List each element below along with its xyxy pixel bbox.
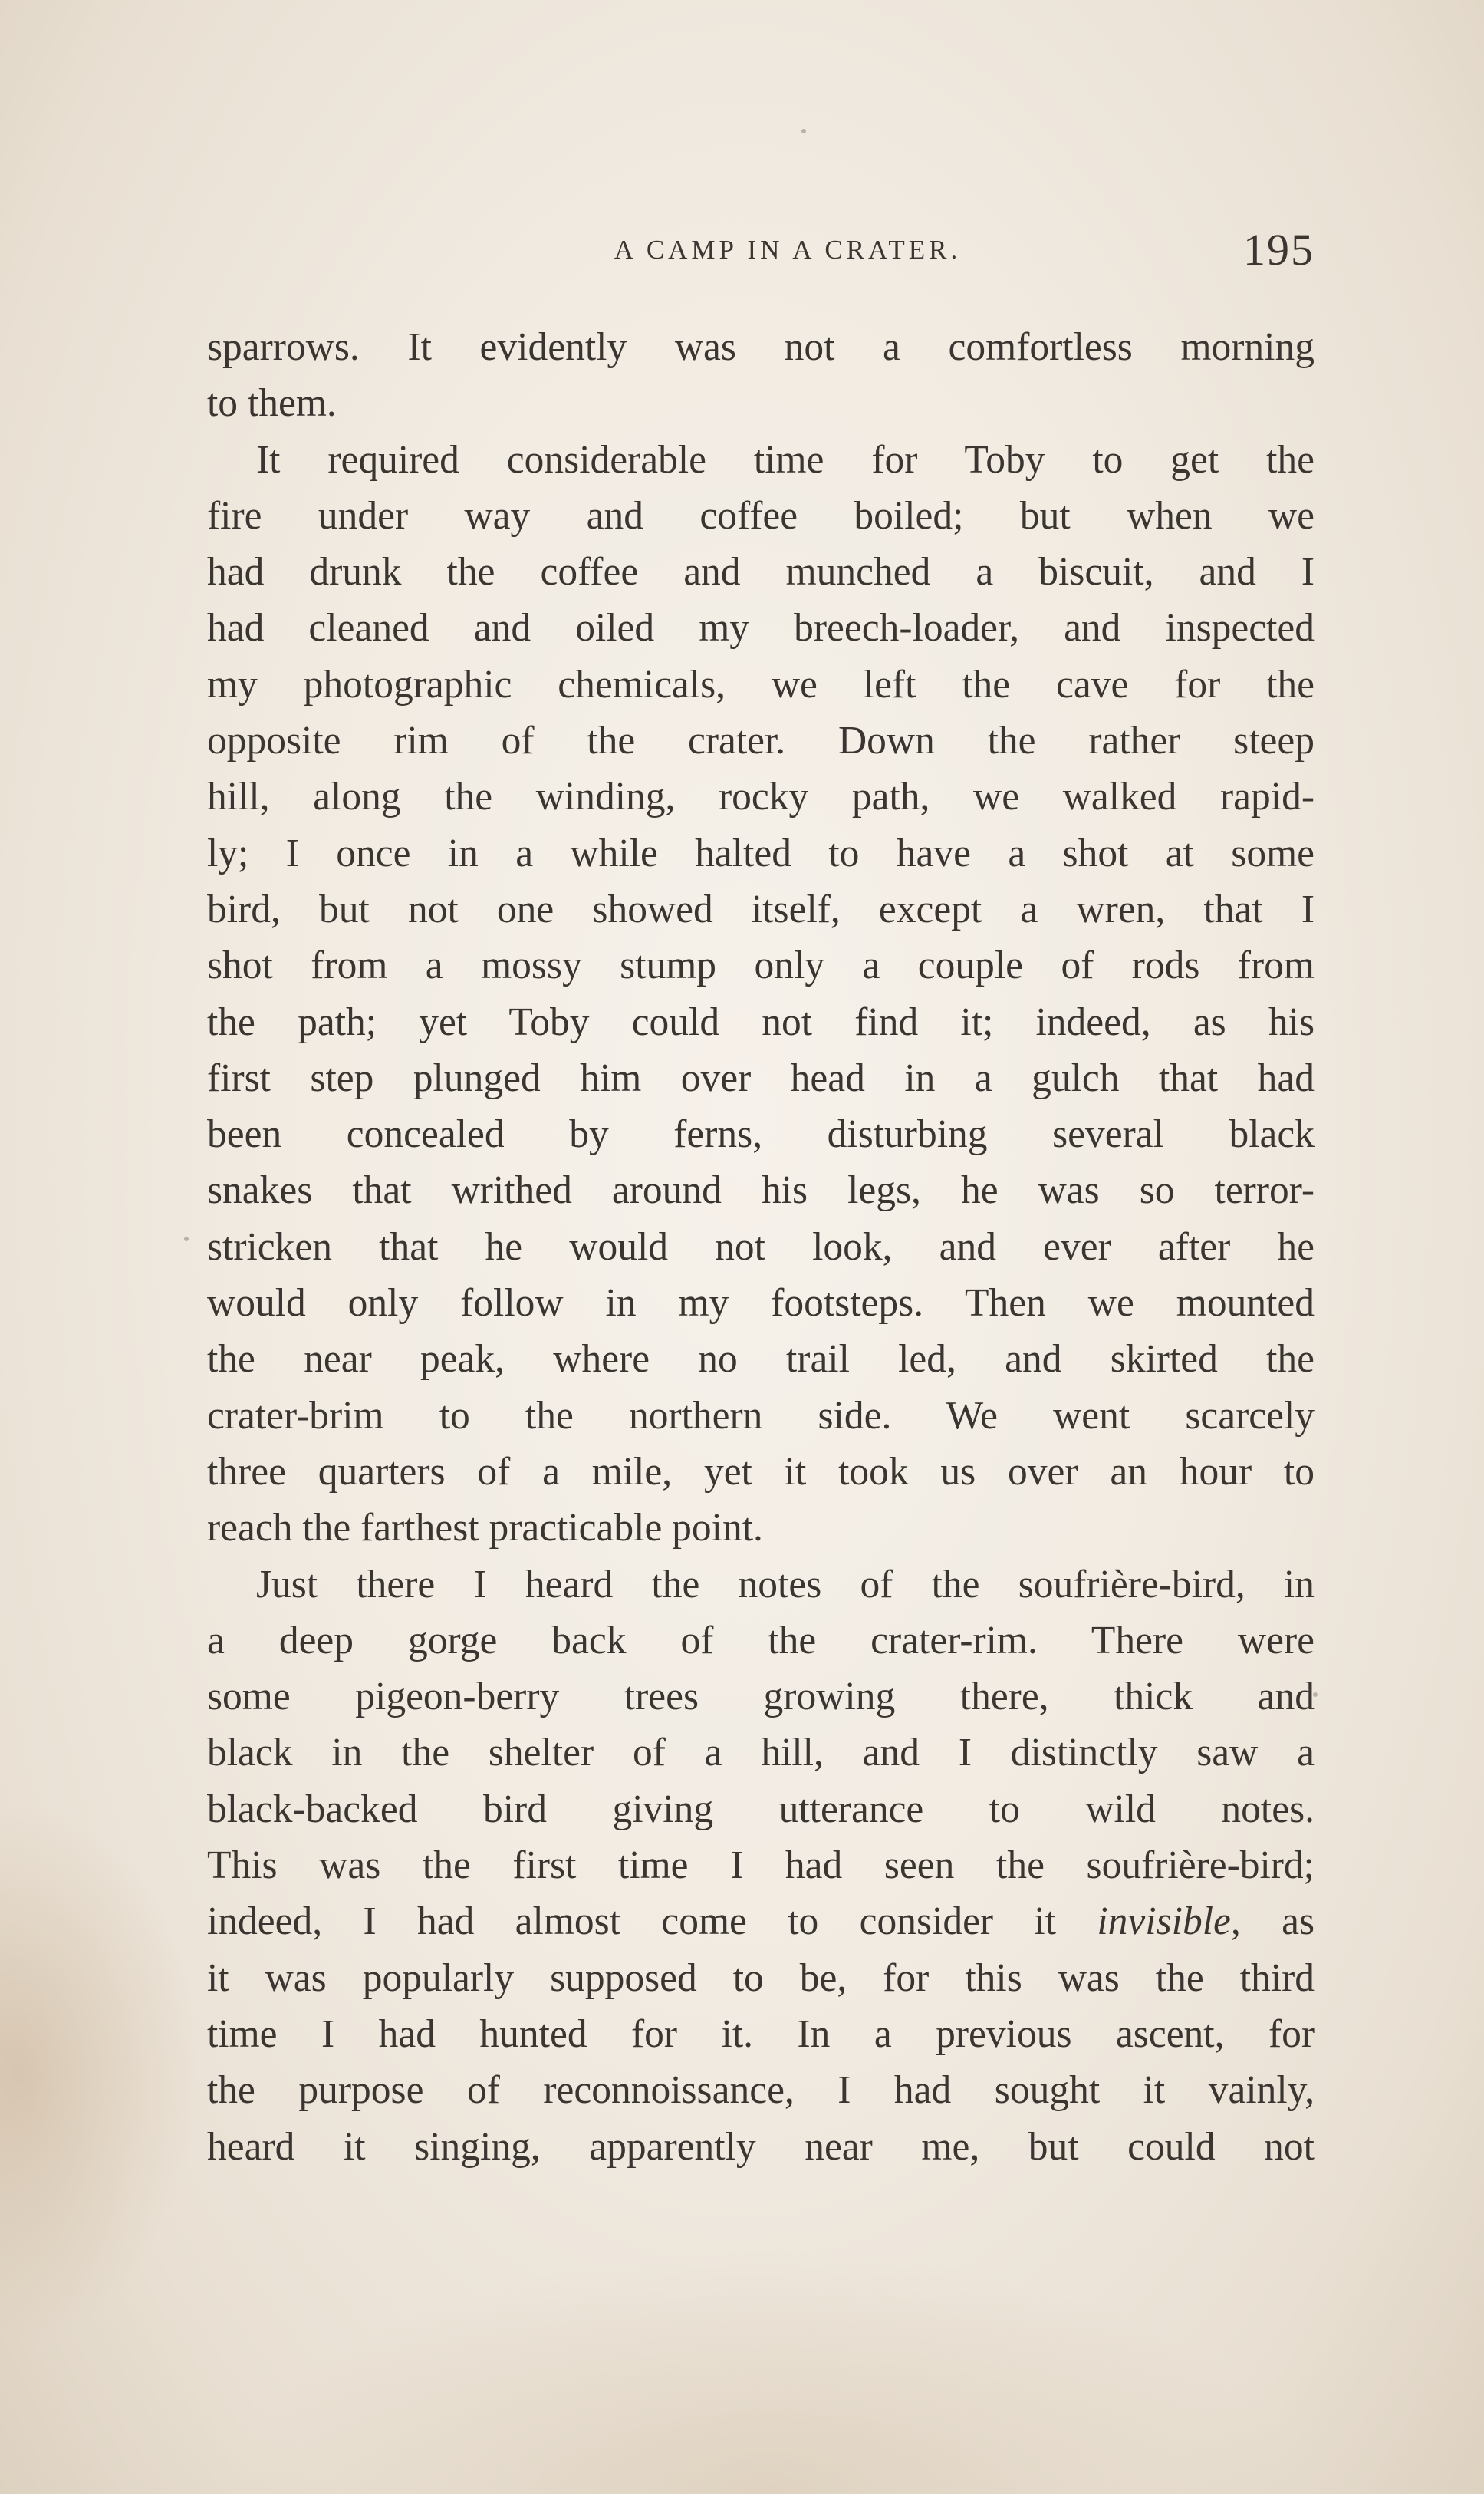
text-line: had drunk the coffee and munched a biscuit, and I — [207, 550, 1315, 595]
paper-fleck — [801, 129, 806, 133]
text-line: Just there I heard the notes of the soufrière-bird, in — [256, 1562, 1315, 1606]
text-line: it was popularly supposed to be, for this was the third — [207, 1955, 1315, 2000]
text-line: the near peak, where no trail led, and skirted the — [207, 1337, 1315, 1382]
text-line: ly; I once in a while halted to have a shot at some — [207, 831, 1315, 875]
text-line: first step plunged him over head in a gulch that had — [207, 1056, 1315, 1100]
running-head: A CAMP IN A CRATER. — [614, 235, 962, 265]
text-line: the path; yet Toby could not find it; indeed, as his — [207, 1000, 1315, 1044]
text-line: It required considerable time for Toby to get the — [256, 437, 1315, 482]
text-line — [207, 1893, 1315, 1949]
text-line: black-backed bird giving utterance to wild notes. — [207, 1787, 1315, 1831]
text-line: heard it singing, apparently near me, but could not — [207, 2124, 1315, 2169]
text-line: the purpose of reconnoissance, I had sought it vainly, — [207, 2068, 1315, 2113]
text-line: snakes that writhed around his legs, he was so terror- — [207, 1168, 1315, 1213]
text-line: time I had hunted for it. In a previous ascent, for — [207, 2011, 1315, 2056]
text-line: stricken that he would not look, and ever after he — [207, 1224, 1315, 1269]
paper-fleck — [184, 1237, 189, 1241]
text-line: shot from a mossy stump only a couple of rods from — [207, 944, 1315, 988]
page-header — [207, 225, 1315, 292]
text-line: sparrows. It evidently was not a comfortless morning — [207, 325, 1315, 369]
text-line: opposite rim of the crater. Down the rather steep — [207, 719, 1315, 763]
page-stain — [230, 2249, 1304, 2494]
text-line: some pigeon-berry trees growing there, thick and — [207, 1675, 1315, 1719]
text-line: crater-brim to the northern side. We went scarcely — [207, 1393, 1315, 1438]
text-segment: indeed, I had almost come to consider it — [207, 1899, 1097, 1944]
text-line: three quarters of a mile, yet it took us over an hour to — [207, 1449, 1315, 1494]
page-stain — [0, 1803, 199, 2340]
text-line: been concealed by ferns, disturbing several black — [207, 1112, 1315, 1157]
text-line: had cleaned and oiled my breech-loader, and inspected — [207, 606, 1315, 651]
text-line: fire under way and coffee boiled; but when we — [207, 493, 1315, 538]
text-line: reach the farthest practicable point. — [207, 1506, 763, 1550]
body-text — [207, 319, 1315, 2175]
text-line: to them. — [207, 381, 337, 426]
text-line: hill, along the winding, rocky path, we walked rapid- — [207, 775, 1315, 819]
page-number: 195 — [1243, 225, 1315, 275]
text-line: my photographic chemicals, we left the cave for the — [207, 662, 1315, 707]
text-line: would only follow in my footsteps. Then we mounted — [207, 1281, 1315, 1326]
italic-word: invisible — [1097, 1899, 1231, 1944]
text-line: bird, but not one showed itself, except a wren, that I — [207, 887, 1315, 931]
text-line: a deep gorge back of the crater-rim. There were — [207, 1618, 1315, 1662]
text-line: This was the first time I had seen the soufrière-bird; — [207, 1843, 1315, 1888]
text-line: black in the shelter of a hill, and I distinctly saw a — [207, 1731, 1315, 1775]
text-segment: , as — [1230, 1899, 1315, 1944]
